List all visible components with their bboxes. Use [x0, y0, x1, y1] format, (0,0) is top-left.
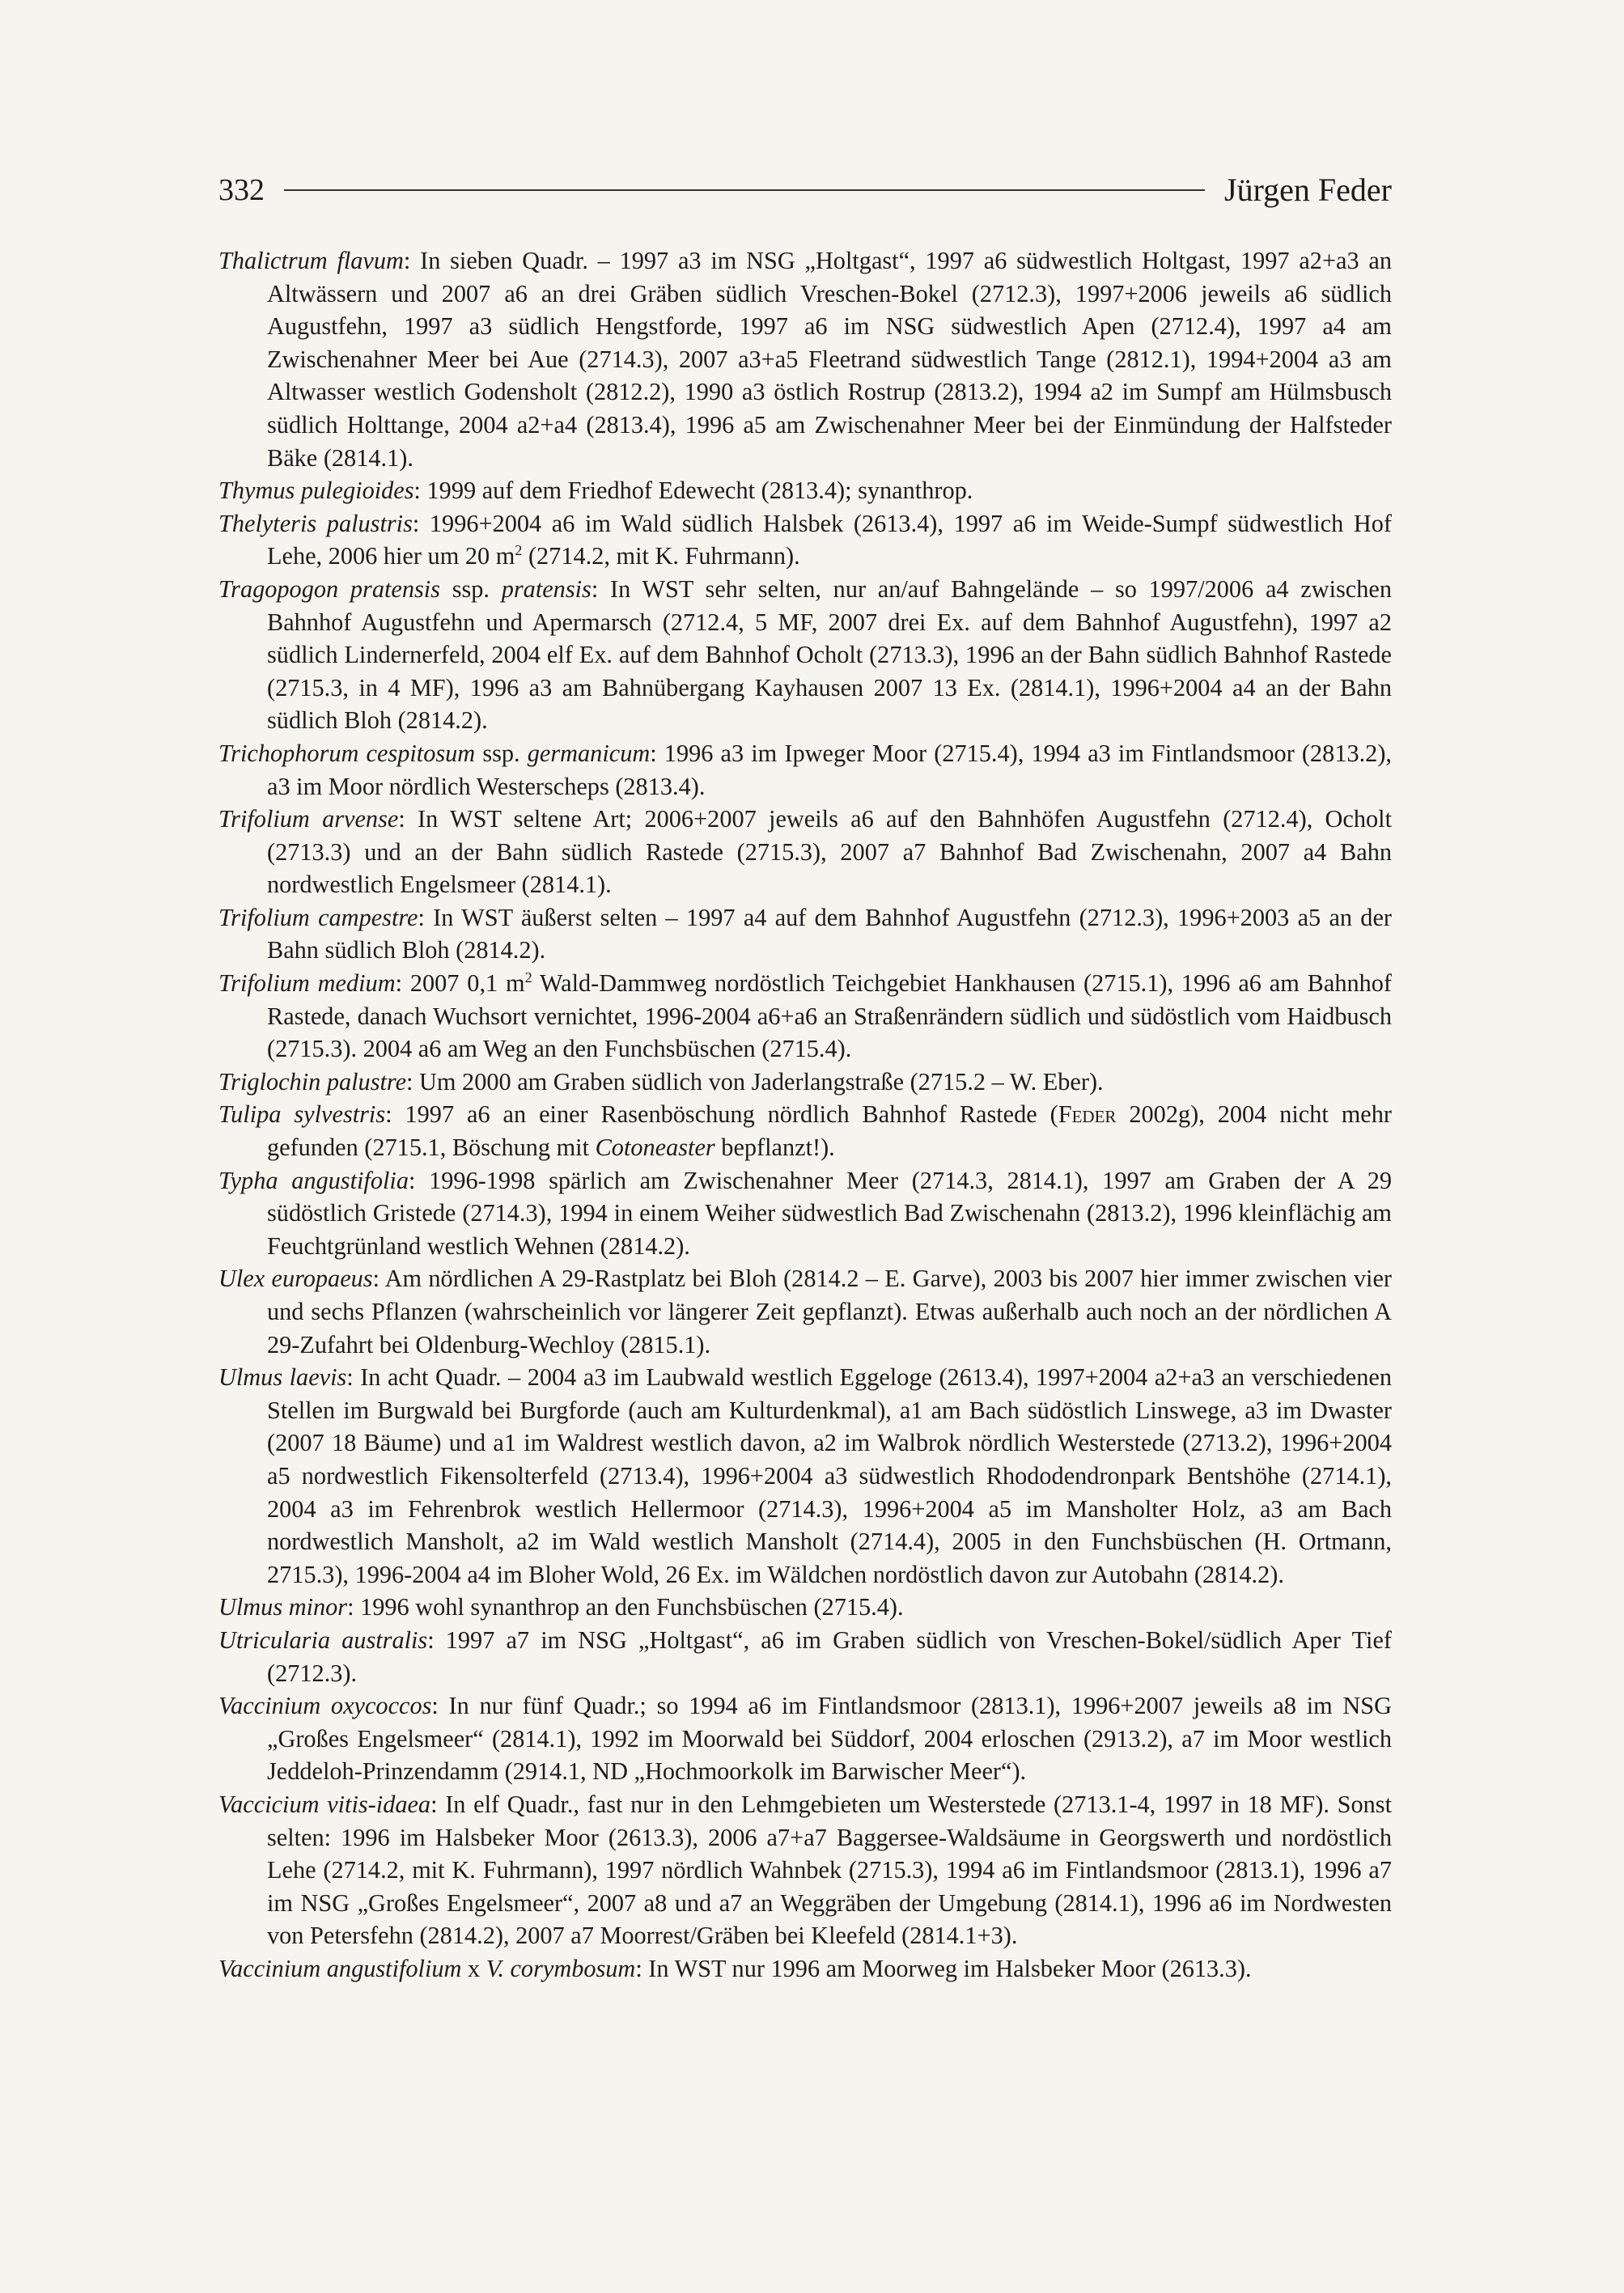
species-entry [218, 1689, 1392, 1788]
entry-text: : In nur fünf Quadr.; so 1994 a6 im Fintlandsmoor (2813.1), 1996+2007 jeweils a8 im NSG „Großes Engelsmeer“ (2814.1), 1992 im Moorwald bei Süddorf, 2004 erloschen (2913.2), a7 im Moor westlich Jeddeloh-Prinzendamm (2914.1, ND „Hochmoorkolk im Barwischer Meer“). [267, 1692, 1392, 1786]
page-number: 332 [218, 173, 265, 207]
entry-text: : 1996-1998 spärlich am Zwischenahner Meer (2714.3, 2814.1), 1997 am Graben der A 29 südöstlich Gristede (2714.3), 1994 in einem Weiher südwestlich Bad Zwischenahn (2813.2), 1996 kleinflächig am Feuchtgrünland westlich Wehnen (2814.2). [267, 1166, 1392, 1260]
genus-name: Cotoneaster [595, 1134, 715, 1162]
species-entry [218, 1066, 1392, 1099]
entry-text: : In sieben Quadr. – 1997 a3 im NSG „Holtgast“, 1997 a6 südwestlich Holtgast, 1997 a2+a3 an Altwässern und 2007 a6 an drei Gräben südlich Vreschen-Bokel (2712.3), 1997+2006 jeweils a6 südlich Augustfehn, 1997 a3 südlich Hengstforde, 1997 a6 im NSG südwestlich Apen (2712.4), 1997 a4 am Zwischenahner Meer bei Aue (2714.3), 2007 a3+a5 Fleetrand südwestlich Tange (2812.1), 1994+2004 a3 am Altwasser westlich Godensholt (2812.2), 1990 a3 östlich Rostrup (2813.2), 1994 a2 im Sumpf am Hülmsbusch südlich Holttange, 2004 a2+a4 (2813.4), 1996 a5 am Zwischenahner Meer bei der Einmündung der Halfsteder Bäke (2814.1). [267, 247, 1392, 472]
entry-text: bepflanzt!). [714, 1134, 835, 1162]
entry-text: x [461, 1954, 486, 1982]
species-entry [218, 507, 1392, 573]
species-entry [218, 1952, 1392, 1986]
species-list [218, 244, 1392, 2251]
species-name: Thelyteris palustris [218, 509, 413, 537]
entry-text: : In acht Quadr. – 2004 a3 im Laubwald westlich Eggeloge (2613.4), 1997+2004 a2+a3 an verschiedenen Stellen im Burgwald bei Burgforde (auch am Kulturdenkmal), a1 am Bach südöstlich Linswege, a3 im Dwaster (2007 18 Bäume) und a1 im Waldrest westlich davon, a2 im Walbrok nördlich Westerstede (2713.2), 1996+2004 a5 nordwestlich Fikensolterfeld (2713.4), 1996+2004 a3 südwestlich Rhododendronpark Bentshöhe (2714.1), 2004 a3 im Fehrenbrok westlich Hellermoor (2714.3), 1996+2004 a5 im Mansholter Holz, a3 am Bach nordwestlich Mansholt, a2 im Wald westlich Mansholt (2714.4), 2005 in den Funchsbüschen (H. Ortmann, 2715.3), 1996-2004 a4 im Bloher Wold, 26 Ex. im Wäldchen nordöstlich davon zur Autobahn (2814.2). [267, 1363, 1392, 1588]
entry-text: : 1997 a6 an einer Rasenböschung nördlich Bahnhof Rastede ( [385, 1100, 1058, 1129]
species-name: Vaccicium vitis-idaea [218, 1790, 431, 1818]
entry-text: ssp. [439, 574, 502, 603]
species-name: Vaccinium angustifolium [218, 1954, 462, 1982]
species-entry [218, 1361, 1392, 1591]
species-name: Thymus pulegioides [218, 477, 414, 505]
header-rule [284, 189, 1205, 191]
entry-text: : In WST nur 1996 am Moorweg im Halsbeker Moor (2613.3). [635, 1954, 1252, 1982]
entry-text: : 1996 a3 im Ipweger Moor (2715.4), 1994 a3 im Fintlandsmoor (2813.2), a3 im Moor nördlich Westerscheps (2813.4). [267, 739, 1392, 800]
subspecies-name: pratensis [501, 574, 592, 603]
species-entry [218, 967, 1392, 1066]
species-name: Thalictrum flavum [218, 247, 404, 274]
species-name: Vaccinium oxycoccos [218, 1692, 432, 1720]
entry-text: 2002g), 2004 nicht mehr gefunden (2715.1, Böschung mit [267, 1100, 1392, 1162]
species-entry [218, 244, 1392, 474]
species-name: Ulmus laevis [218, 1363, 347, 1392]
species-entry [218, 737, 1392, 803]
entry-text: ssp. [475, 739, 528, 767]
superscript: 2 [515, 542, 523, 559]
species-entry [218, 1262, 1392, 1361]
entry-text: : In WST äußerst selten – 1997 a4 auf dem Bahnhof Augustfehn (2712.3), 1996+2003 a5 an der Bahn südlich Bloh (2814.2). [267, 903, 1392, 964]
species-entry [218, 803, 1392, 901]
species-name: Ulmus minor [218, 1593, 348, 1621]
species-entry [218, 1624, 1392, 1689]
species-name: Tragopogon pratensis [218, 574, 440, 603]
species-name: Trifolium campestre [218, 903, 418, 931]
entry-text: Wald-Dammweg nordöstlich Teichgebiet Hankhausen (2715.1), 1996 a6 am Bahnhof Rastede, danach Wuchsort vernichtet, 1996-2004 a6+a6 an Straßenrändern südlich und südöstlich vom Haidbusch (2715.3). 2004 a6 am Weg an den Funchsbüschen (2715.4). [267, 969, 1392, 1063]
species-name: Trifolium medium [218, 969, 396, 998]
species-name: Triglochin palustre [218, 1067, 407, 1096]
species-name: Typha angustifolia [218, 1166, 409, 1194]
entry-text: : In WST sehr selten, nur an/auf Bahngelände – so 1997/2006 a4 zwischen Bahnhof Augustfehn und Apermarsch (2712.4, 5 MF, 2007 drei Ex. auf dem Bahnhof Augustfehn), 1997 a2 südlich Lindernerfeld, 2004 elf Ex. auf dem Bahnhof Ocholt (2713.3), 1996 an der Bahn südlich Bahnhof Rastede (2715.3, in 4 MF), 1996 a3 am Bahnübergang Kayhausen 2007 13 Ex. (2814.1), 1996+2004 a4 an der Bahn südlich Bloh (2814.2). [267, 574, 1392, 735]
species-entry [218, 1788, 1392, 1952]
species-name: Ulex europaeus [218, 1265, 373, 1293]
species-name: Utricularia australis [218, 1625, 428, 1654]
entry-text: : In WST seltene Art; 2006+2007 jeweils a6 auf den Bahnhöfen Augustfehn (2712.4), Ocholt (2713.3) und an der Bahn südlich Rastede (2715.3), 2007 a7 Bahnhof Bad Zwischenahn, 2007 a4 Bahn nordwestlich Engelsmeer (2814.1). [267, 805, 1392, 899]
subspecies-name: germanicum [527, 739, 651, 767]
running-header-author: Jürgen Feder [1224, 172, 1392, 208]
species-entry [218, 1591, 1392, 1624]
entry-text: : 2007 0,1 m [395, 969, 525, 998]
entry-text: : 1997 a7 im NSG „Holtgast“, a6 im Graben südlich von Vreschen-Bokel/südlich Aper Tief (2712.3). [267, 1625, 1392, 1687]
running-header [218, 166, 1392, 214]
entry-text: : 1999 auf dem Friedhof Edewecht (2813.4); synanthrop. [413, 477, 973, 505]
species-entry [218, 573, 1392, 737]
species-entry [218, 1164, 1392, 1263]
entry-text: : 1996+2004 a6 im Wald südlich Halsbek (2613.4), 1997 a6 im Weide-Sumpf südwestlich Hof Lehe, 2006 hier um 20 m [267, 509, 1392, 570]
entry-text: : Um 2000 am Graben südlich von Jaderlangstraße (2715.2 – W. Eber). [406, 1067, 1104, 1096]
species-name: Trichophorum cespitosum [218, 739, 476, 767]
entry-text: : 1996 wohl synanthrop an den Funchsbüschen (2715.4). [347, 1593, 904, 1621]
species-entry [218, 901, 1392, 967]
entry-text: (2714.2, mit K. Fuhrmann). [522, 542, 800, 570]
hybrid-parent-name: V. corymbosum [486, 1954, 636, 1982]
entry-text: : In elf Quadr., fast nur in den Lehmgebieten um Westerstede (2713.1-4, 1997 in 18 MF). Sonst selten: 1996 im Halsbeker Moor (2613.3), 2006 a7+a7 Baggersee-Waldsäume in Georgswerth und nordöstlich Lehe (2714.2, mit K. Fuhrmann), 1997 nördlich Wahnbek (2715.3), 1994 a6 im Fintlandsmoor (2813.1), 1996 a7 im NSG „Großes Engelsmeer“, 2007 a8 und a7 an Weggräben der Umgebung (2814.1), 1996 a6 im Nordwesten von Petersfehn (2814.2), 2007 a7 Moorrest/Gräben bei Kleefeld (2814.1+3). [267, 1790, 1392, 1950]
superscript: 2 [524, 969, 532, 986]
species-entry [218, 474, 1392, 507]
entry-text: : Am nördlichen A 29-Rastplatz bei Bloh (2814.2 – E. Garve), 2003 bis 2007 hier immer zwischen vier und sechs Pflanzen (wahrscheinlich vor längerer Zeit gepflanzt). Etwas außerhalb auch noch an der nördlichen A 29-Zufahrt bei Oldenburg-Wechloy (2815.1). [267, 1265, 1392, 1358]
species-name: Tulipa sylvestris [218, 1100, 386, 1129]
citation-author: Feder [1058, 1100, 1117, 1129]
species-entry [218, 1098, 1392, 1163]
species-name: Trifolium arvense [218, 805, 399, 833]
